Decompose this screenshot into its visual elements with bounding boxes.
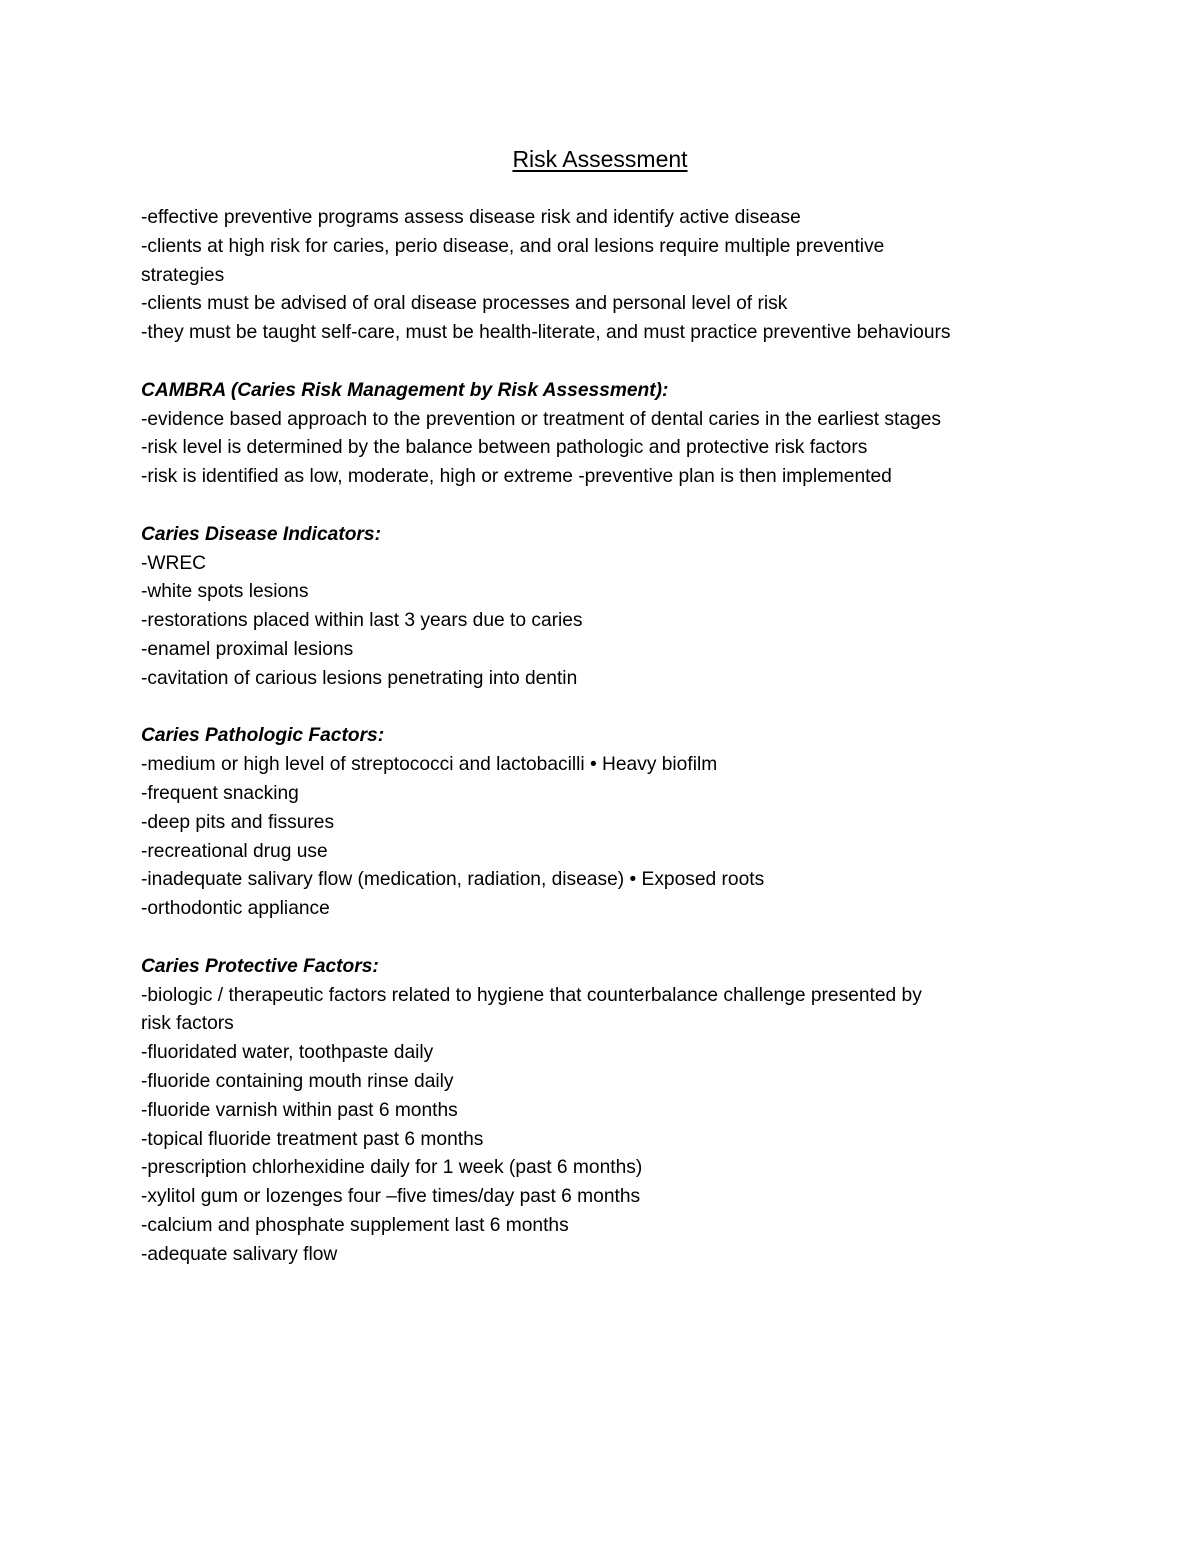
intro-section (141, 204, 1071, 348)
intro-line: -effective preventive programs assess disease risk and identify active disease (141, 207, 801, 228)
section-spacer (141, 694, 1071, 723)
cambra-line: -risk level is determined by the balance between pathologic and protective risk factors (141, 437, 868, 459)
protective-line: -xylitol gum or lozenges four –five times/day past 6 months (141, 1186, 641, 1208)
section-heading: Caries Disease Indicators: (141, 523, 381, 545)
protective-line: -fluoride containing mouth rinse daily (141, 1070, 454, 1092)
indicator-line: -restorations placed within last 3 years due to caries (141, 610, 583, 632)
page-title: Risk Assessment (512, 146, 688, 172)
protective-line: -biologic / therapeutic factors related to hygiene that counterbalance challenge presented by (141, 984, 922, 1006)
protective-line: risk factors (141, 1013, 234, 1035)
protective-line: -adequate salivary flow (141, 1243, 338, 1265)
cambra-section (141, 377, 1071, 492)
intro-line: strategies (141, 264, 225, 286)
protective-factors-section (141, 953, 1071, 1270)
indicator-line: -WREC (141, 552, 207, 574)
cambra-line: -evidence based approach to the prevention or treatment of dental caries in the earliest stages (141, 408, 941, 430)
section-heading: Caries Pathologic Factors: (141, 725, 385, 747)
pathologic-line: -orthodontic appliance (141, 898, 330, 920)
intro-line: -they must be taught self-care, must be health-literate, and must practice preventive behaviours (141, 322, 951, 344)
cambra-line: -risk is identified as low, moderate, high or extreme -preventive plan is then implemented (141, 466, 892, 488)
protective-line: -calcium and phosphate supplement last 6 months (141, 1214, 569, 1236)
pathologic-factors-section (141, 722, 1071, 924)
protective-line: -fluoride varnish within past 6 months (141, 1099, 458, 1121)
document-body (141, 204, 1071, 1269)
indicator-line: -cavitation of carious lesions penetrating into dentin (141, 667, 578, 689)
section-heading: CAMBRA (Caries Risk Management by Risk Assessment): (141, 379, 669, 401)
section-heading: Caries Protective Factors: (141, 955, 379, 977)
protective-line: -prescription chlorhexidine daily for 1 week (past 6 months) (141, 1157, 643, 1179)
disease-indicators-section (141, 521, 1071, 694)
section-spacer (141, 924, 1071, 953)
indicator-line: -white spots lesions (141, 581, 309, 603)
pathologic-line: -recreational drug use (141, 840, 328, 862)
protective-line: -topical fluoride treatment past 6 months (141, 1128, 484, 1150)
pathologic-line: -deep pits and fissures (141, 811, 335, 833)
protective-line: -fluoridated water, toothpaste daily (141, 1042, 434, 1064)
intro-line: -clients must be advised of oral disease processes and personal level of risk (141, 293, 788, 315)
intro-line: -clients at high risk for caries, perio disease, and oral lesions require multiple preventive (141, 235, 885, 257)
section-spacer (141, 348, 1071, 377)
section-spacer (141, 492, 1071, 521)
pathologic-line: -frequent snacking (141, 782, 299, 804)
pathologic-line: -medium or high level of streptococci and lactobacilli • Heavy biofilm (141, 754, 718, 776)
indicator-line: -enamel proximal lesions (141, 638, 354, 660)
pathologic-line: -inadequate salivary flow (medication, radiation, disease) • Exposed roots (141, 869, 765, 891)
